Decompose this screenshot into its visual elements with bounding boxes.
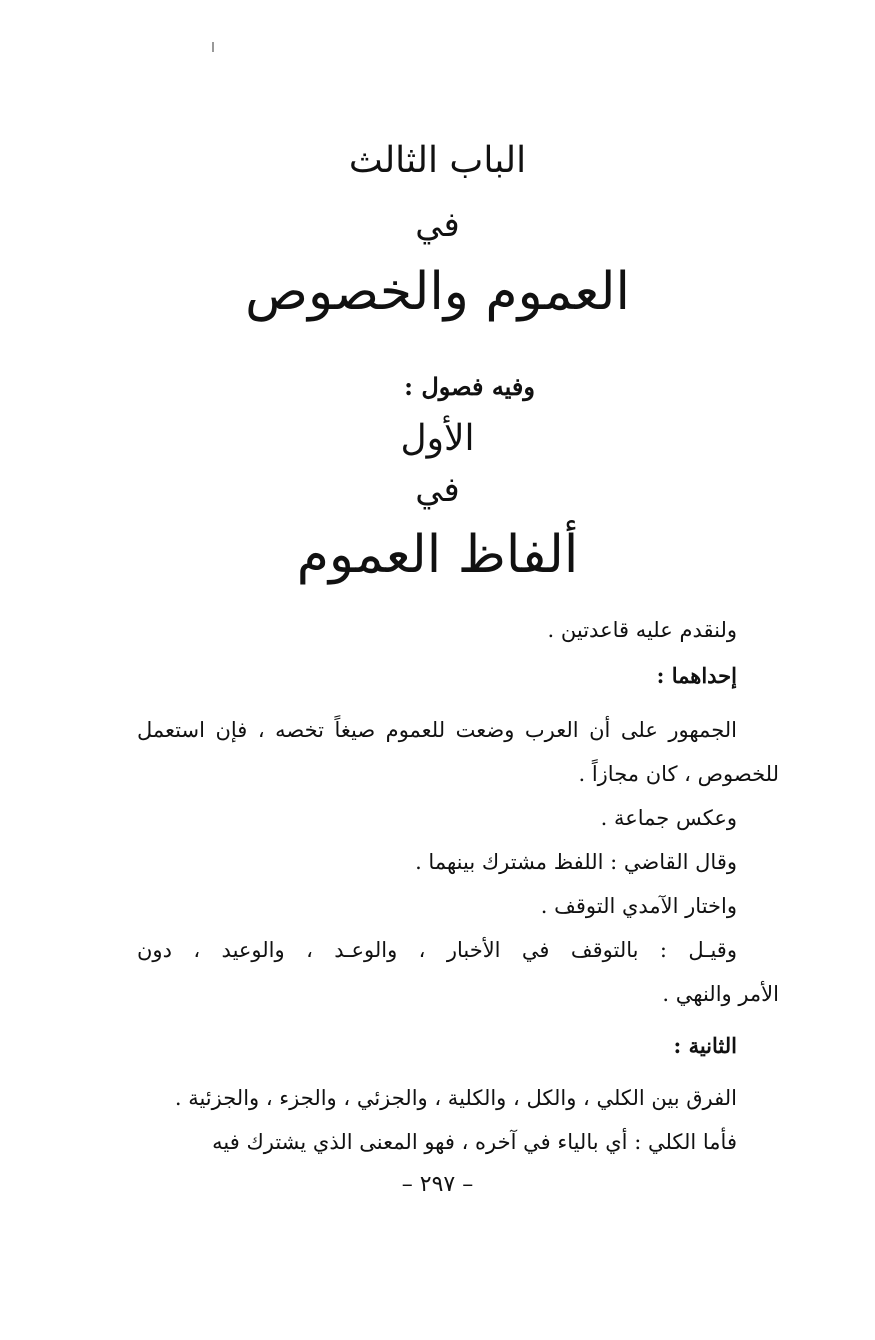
intro-line: وفيه فصول : (404, 372, 535, 401)
text-line: وقال القاضي : اللفظ مشترك بينهما . (415, 850, 737, 874)
subheading-first: إحداهما : (656, 663, 737, 688)
page-number: – ٢٩٧ – (401, 1172, 474, 1197)
chapter-title: العموم والخصوص (245, 262, 630, 322)
text-line: الفرق بين الكلي ، والكل ، والكلية ، والجزئي ، والجزء ، والجزئية . (174, 1086, 737, 1110)
chapter-heading: الباب الثالث (348, 140, 527, 181)
text-line: للخصوص ، كان مجازاً . (578, 762, 779, 786)
subheading-second: الثانية : (673, 1033, 737, 1058)
scan-mark (212, 42, 214, 52)
text-line: فأما الكلي : أي بالياء في آخره ، فهو المعنى الذي يشترك فيه (212, 1130, 737, 1154)
section-fi: في (415, 470, 460, 510)
text-line: الجمهور على أن العرب وضعت للعموم صيغاً تخصه ، فإن استعمل (137, 718, 737, 742)
text-line: وقيـل : بالتوقف في الأخبار ، والوعـد ، والوعيد ، دون (137, 938, 737, 962)
text-line: واختار الآمدي التوقف . (540, 894, 737, 918)
text-line: وعكس جماعة . (600, 806, 737, 830)
chapter-fi: في (415, 205, 460, 245)
section-title: ألفاظ العموم (296, 525, 579, 585)
section-heading: الأول (400, 418, 475, 459)
text-line: الأمر والنهي . (662, 982, 779, 1006)
text-line: ولنقدم عليه قاعدتين . (547, 618, 737, 642)
